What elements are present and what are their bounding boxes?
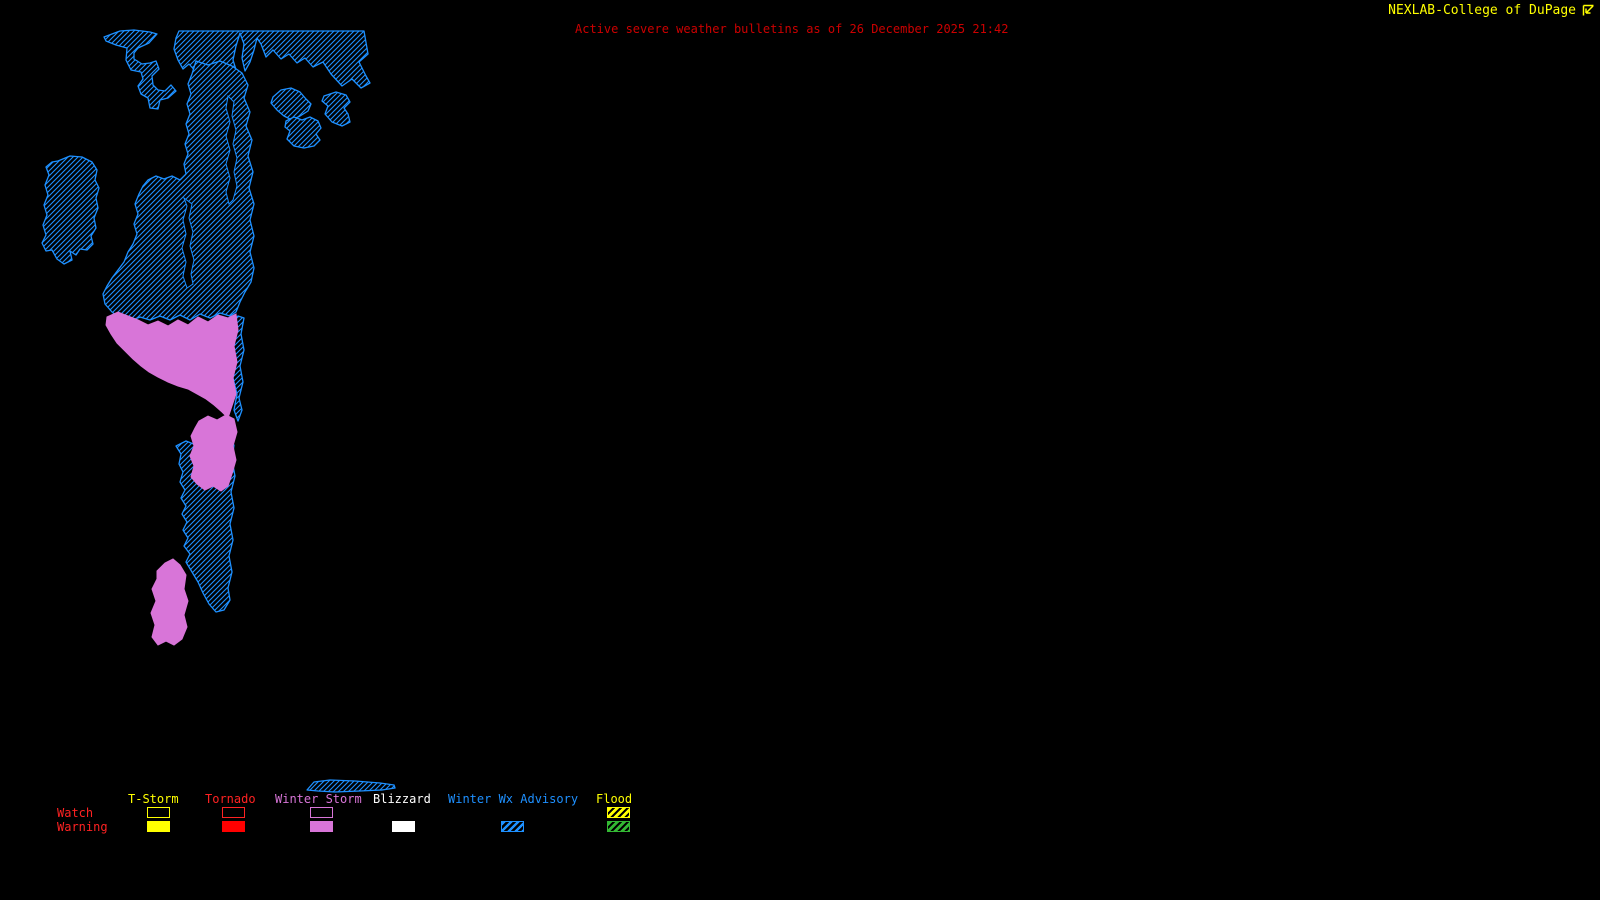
- flood-watch-swatch: [607, 807, 630, 818]
- advisory-legend-sliver: [307, 780, 395, 792]
- tornado-watch-swatch: [222, 807, 245, 818]
- advisory-west-island: [42, 156, 99, 264]
- legend-col-winter-wx-advisory: Winter Wx Advisory: [448, 792, 579, 806]
- warning-mid-strip: [190, 415, 237, 491]
- legend-col-blizzard: Blizzard: [373, 792, 431, 806]
- legend-col-tornado: Tornado: [205, 792, 256, 806]
- advisory-east-island-2: [285, 117, 321, 148]
- warning-north-blob: [106, 312, 238, 418]
- tornado-warning-swatch: [222, 821, 245, 832]
- page-title: Active severe weather bulletins as of 26 December 2025 21:42: [575, 22, 1009, 36]
- winter-wx-advisory-warning-swatch: [501, 821, 524, 832]
- legend-col-winter-storm: Winter Storm: [275, 792, 362, 806]
- tstorm-warning-swatch: [147, 821, 170, 832]
- blizzard-warning-swatch: [392, 821, 415, 832]
- brand-text: NEXLAB-College of DuPage: [1388, 3, 1576, 18]
- warning-south-blob: [151, 559, 188, 645]
- tstorm-watch-swatch: [147, 807, 170, 818]
- legend-row-watch: Watch: [57, 806, 94, 820]
- winter-storm-watch-swatch: [310, 807, 333, 818]
- advisory-hook-island: [104, 30, 176, 109]
- advisory-east-island-1: [271, 88, 311, 120]
- winter-storm-warning-swatch: [310, 821, 333, 832]
- legend-col-tstorm: T-Storm: [128, 792, 179, 806]
- legend-row-warning: Warning: [57, 820, 108, 834]
- legend-col-flood: Flood: [596, 792, 633, 806]
- flood-warning-swatch: [607, 821, 630, 832]
- advisory-east-island-3: [322, 92, 350, 126]
